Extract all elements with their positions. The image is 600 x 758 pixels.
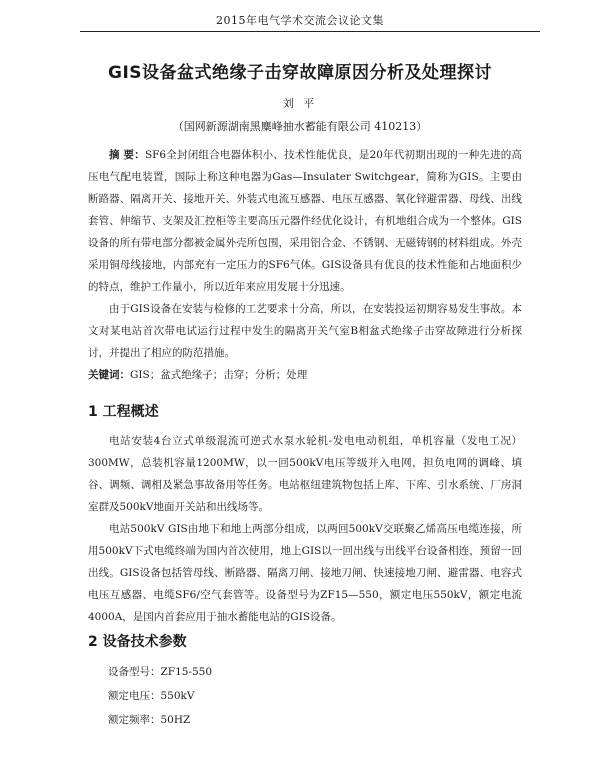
abstract-label: 摘 要： — [109, 149, 145, 161]
abstract-paragraph-1 — [88, 144, 522, 298]
section-1-paragraph-1: 电站安装4台立式单级混流可逆式水泵水轮机-发电电动机组，单机容量（发电工况）300MW，总装机容量1200MW，以一回500kV电压等级并入电网，担负电网的调峰、填谷、调频、调相及紧急事故备用等任务。电站枢纽建筑物包括上库、下库、引水系统、厂房洞室群及500kV地面开关站和出线场等。 — [88, 435, 522, 513]
header-divider — [80, 31, 540, 32]
keywords-line — [88, 364, 522, 386]
section-1-heading: 1 工程概述 — [88, 404, 159, 420]
keywords-text: GIS；盆式绝缘子；击穿；分析；处理 — [130, 369, 308, 381]
paper-author: 刘 平 — [282, 97, 318, 110]
paper-title: GIS设备盆式绝缘子击穿故障原因分析及处理探讨 — [107, 63, 493, 83]
keywords-label: 关键词： — [88, 369, 130, 381]
section-1-paragraph-2: 电站500kV GIS由地下和地上两部分组成，以两回500kV交联聚乙烯高压电缆连接，所用500kV下式电缆终端为国内首次使用，地上GIS以一回出线与出线平台设备相连，预留一回出线。GIS设备包括管母线、断路器、隔离刀闸、接地刀闸、快速接地刀闸、避雷器、电容式电压互感器、电缆SF6/空气套管等。设备型号为ZF15—550，额定电压550kV，额定电流4000A，是国内首套应用于抽水蓄能电站的GIS设备。 — [88, 523, 522, 623]
param-rated-frequency: 额定频率：50HZ — [108, 714, 191, 726]
section-2-heading: 2 设备技术参数 — [88, 634, 187, 650]
abstract-text-1: SF6全封闭组合电器体积小、技术性能优良，是20年代初期出现的一种先进的高压电气配电装置，国际上称这种电器为Gas—Insulater Switchgear，简称为GIS。主要由断路器、隔离开关、接地开关、外装式电流互感器、电压互感器、氧化锌避雷器、母线、出线套管、伸缩节、支架及汇控柜等主要高压元器件经优化设计，有机地组合成为一个整体。GIS设备的所有带电部分都被金属外壳所包围，采用铝合金、不锈钢、无磁铸钢的材料组成。外壳采用铜母线接地，内部充有一定压力的SF6气体。GIS设备具有优良的技术性能和占地面积少的特点，维护工作量小，所以近年来应用发展十分迅速。 — [88, 149, 522, 293]
paper-affiliation: （国网新源湖南黑麋峰抽水蓄能有限公司 410213） — [172, 120, 428, 133]
param-model: 设备型号：ZF15-550 — [108, 666, 213, 678]
running-header: 2015年电气学术交流会议论文集 — [216, 14, 384, 27]
abstract-paragraph-2: 由于GIS设备在安装与检修的工艺要求十分高，所以，在安装投运初期容易发生事故。本文对某电站首次带电试运行过程中发生的隔离开关气室B相盆式绝缘子击穿故障进行分析探讨，并提出了相应的防范措施。 — [88, 303, 522, 359]
param-rated-voltage: 额定电压：550kV — [108, 690, 195, 702]
